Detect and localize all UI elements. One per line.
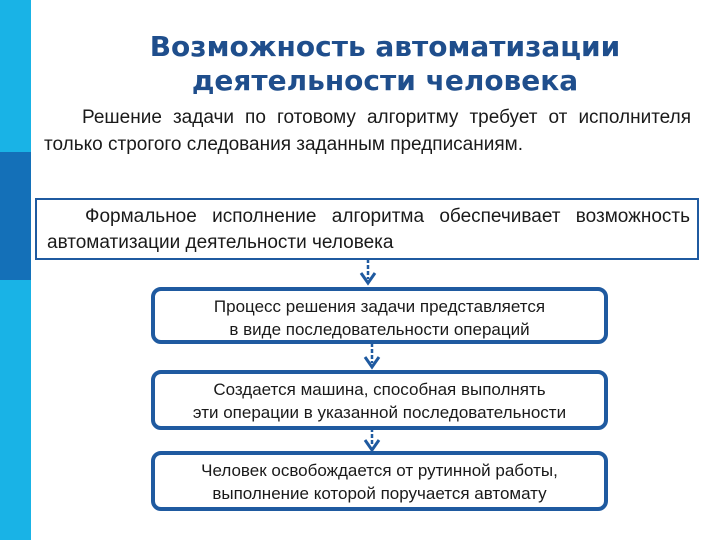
slide-title-line-2: деятельности человека xyxy=(191,64,579,97)
intro-paragraph: Решение задачи по готовому алгоритму требует от исполнителя только строгого следования заданным предписаниям. xyxy=(44,107,691,155)
flow-step-2-line-2: эти операции в указанной последовательности xyxy=(192,403,567,422)
down-arrow-icon xyxy=(362,343,382,371)
flow-step-1-line-2: в виде последовательности операций xyxy=(229,320,530,339)
left-decorative-bar-accent xyxy=(0,152,31,280)
slide-title xyxy=(40,30,720,98)
flow-step-2-line-1: Создается машина, способная выполнять xyxy=(213,380,546,399)
flow-step-3 xyxy=(151,451,608,511)
flow-step-3-line-2: выполнение которой поручается автомату xyxy=(212,484,547,503)
conclusion-box xyxy=(35,198,699,260)
flow-step-1-line-1: Процесс решения задачи представляется xyxy=(213,297,546,316)
flow-step-1 xyxy=(151,287,608,344)
flow-step-2 xyxy=(151,370,608,430)
down-arrow-icon xyxy=(358,259,378,287)
flow-step-3-line-1: Человек освобождается от рутинной работы, xyxy=(201,461,558,480)
conclusion-text: Формальное исполнение алгоритма обеспечивает возможность автоматизации деятельности человека xyxy=(47,206,690,253)
slide-title-line-1: Возможность автоматизации xyxy=(149,30,621,63)
